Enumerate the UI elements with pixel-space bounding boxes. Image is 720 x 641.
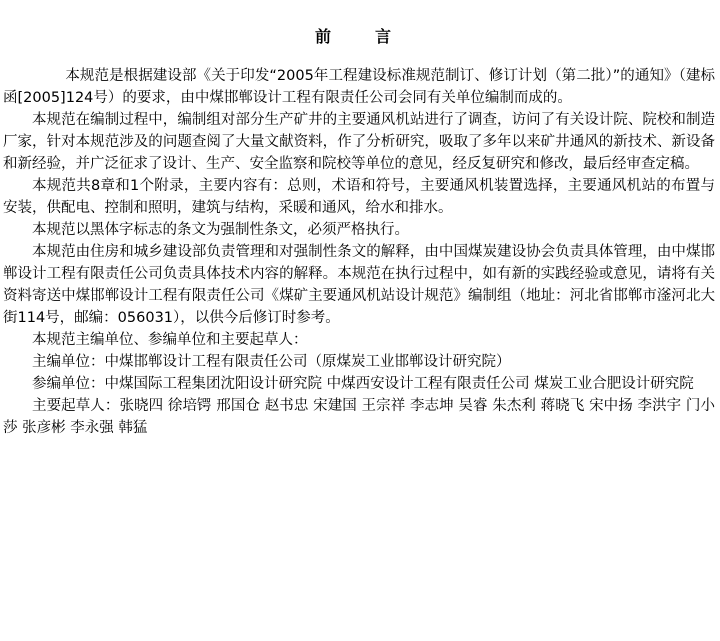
paragraph-management: 本规范由住房和城乡建设部负责管理和对强制性条文的解释，由中国煤炭建设协会负责具体管理，由中煤邯郸设计工程有限责任公司负责具体技术内容的解释。本规范在执行过程中，如有新的实践经验或意见，请将有关资料寄送中煤邯郸设计工程有限责任公司《煤矿主要通风机站设计规范》编制组（地址：河北省邯郸市滏河北大街114号，邮编：056031），以供今后修订时参考。 (3, 244, 715, 326)
paragraph-origin: 本规范是根据建设部《关于印发“2005年工程建设标准规范制订、修订计划（第二批）”的通知》（建标函[2005]124号）的要求，由中煤邯郸设计工程有限责任公司会同有关单位编制而成的。 (3, 68, 715, 106)
paragraph-drafters: 主要起草人：张晓四 徐培锷 邢国仓 赵书忠 宋建国 王宗祥 李志坤 吴睿 朱杰利 蒋晓飞 宋中扬 李洪宇 门小莎 张彦彬 李永强 韩猛 (3, 398, 715, 436)
paragraph-participating-units: 参编单位：中煤国际工程集团沈阳设计研究院 中煤西安设计工程有限责任公司 煤炭工业合肥设计研究院 (32, 376, 694, 392)
paragraph-mandatory: 本规范以黑体字标志的条文为强制性条文，必须严格执行。 (32, 222, 409, 238)
paragraph-contents: 本规范共8章和1个附录，主要内容有：总则，术语和符号，主要通风机装置选择，主要通风机站的布置与安装，供配电、控制和照明，建筑与结构，采暖和通风，给水和排水。 (3, 178, 715, 216)
page-title: 前 言 (314, 27, 405, 46)
paragraph-chief-unit: 主编单位：中煤邯郸设计工程有限责任公司（原煤炭工业邯郸设计研究院） (32, 354, 511, 370)
paragraph-compilation: 本规范在编制过程中，编制组对部分生产矿井的主要通风机站进行了调查，访问了有关设计院、院校和制造厂家，针对本规范涉及的问题查阅了大量文献资料，作了分析研究，吸取了多年以来矿井通风的新技术、新设备和新经验，并广泛征求了设计、生产、安全监察和院校等单位的意见，经反复研究和修改，最后经审查定稿。 (3, 112, 715, 172)
document-body (3, 65, 715, 439)
paragraph-units-intro: 本规范主编单位、参编单位和主要起草人： (32, 332, 308, 348)
